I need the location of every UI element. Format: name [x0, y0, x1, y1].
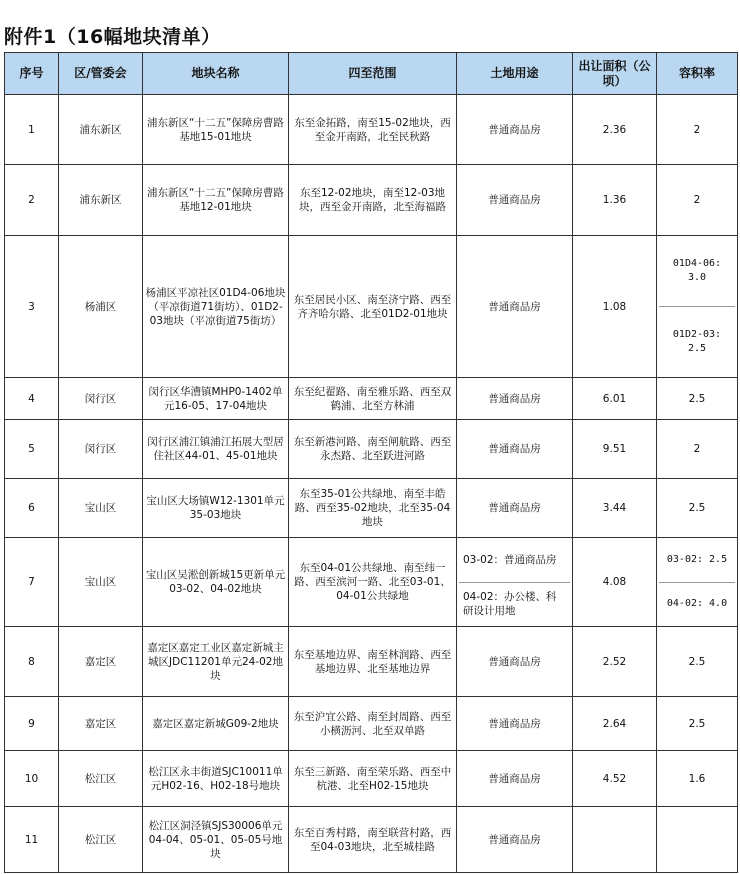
cell-area: 2.36 [573, 95, 657, 165]
table-row [5, 479, 738, 538]
cell-range: 东至三新路、南至荣乐路、西至中杭港、北至H02-15地块 [289, 751, 457, 807]
table-row [5, 627, 738, 697]
cell-range: 东至12-02地块，南至12-03地块，西至金开南路，北至海福路 [289, 165, 457, 236]
cell-name: 杨浦区平凉社区01D4-06地块（平凉街道71街坊）、01D2-03地块（平凉街道75街坊） [143, 236, 289, 378]
cell-use: 普通商品房 [457, 751, 573, 807]
cell-district: 松江区 [59, 751, 143, 807]
cell-area: 1.08 [573, 236, 657, 378]
cell-district: 闵行区 [59, 420, 143, 479]
cell-use: 普通商品房 [457, 95, 573, 165]
far-part-a: 01D4-06: 3.0 [672, 258, 722, 283]
cell-use: 普通商品房 [457, 420, 573, 479]
cell-area: 6.01 [573, 378, 657, 420]
cell-no: 7 [5, 538, 59, 627]
cell-district: 嘉定区 [59, 697, 143, 751]
table-row [5, 165, 738, 236]
cell-use: 普通商品房 [457, 697, 573, 751]
cell-far: 2.5 [657, 697, 738, 751]
cell-no: 2 [5, 165, 59, 236]
table-row [5, 751, 738, 807]
far-part-b: 01D2-03: 2.5 [659, 306, 735, 377]
cell-area: 9.51 [573, 420, 657, 479]
cell-area: 4.52 [573, 751, 657, 807]
header-use: 土地用途 [457, 53, 573, 95]
cell-no: 6 [5, 479, 59, 538]
use-part-b: 04-02：办公楼、科研设计用地 [459, 582, 570, 627]
cell-range: 东至35-01公共绿地、南至丰皓路、西至35-02地块，北至35-04地块 [289, 479, 457, 538]
cell-area: 2.52 [573, 627, 657, 697]
cell-far: 1.6 [657, 751, 738, 807]
page-title: 附件1（16幅地块清单） [4, 26, 221, 48]
cell-name: 浦东新区“十二五”保障房曹路基地12-01地块 [143, 165, 289, 236]
land-parcel-table [4, 52, 738, 873]
cell-district: 松江区 [59, 807, 143, 873]
cell-name: 闵行区华漕镇MHP0-1402单元16-05、17-04地块 [143, 378, 289, 420]
header-district: 区/管委会 [59, 53, 143, 95]
cell-no: 3 [5, 236, 59, 378]
cell-name: 闵行区浦江镇浦江拓展大型居住社区44-01、45-01地块 [143, 420, 289, 479]
far-part-a: 03-02: 2.5 [666, 553, 728, 565]
cell-far [657, 538, 738, 627]
cell-name: 嘉定区嘉定工业区嘉定新城主城区JDC11201单元24-02地块 [143, 627, 289, 697]
cell-area [573, 807, 657, 873]
cell-no: 5 [5, 420, 59, 479]
cell-district: 闵行区 [59, 378, 143, 420]
cell-name: 嘉定区嘉定新城G09-2地块 [143, 697, 289, 751]
cell-range: 东至金拓路，南至15-02地块，西至金开南路，北至民秋路 [289, 95, 457, 165]
cell-no: 9 [5, 697, 59, 751]
cell-name: 宝山区吴淞创新城15更新单元03-02、04-02地块 [143, 538, 289, 627]
header-range: 四至范围 [289, 53, 457, 95]
cell-no: 11 [5, 807, 59, 873]
cell-range: 东至居民小区、南至济宁路、西至齐齐哈尔路、北至01D2-01地块 [289, 236, 457, 378]
cell-area: 3.44 [573, 479, 657, 538]
table-header-row [5, 53, 738, 95]
cell-use: 普通商品房 [457, 479, 573, 538]
cell-district: 嘉定区 [59, 627, 143, 697]
cell-district: 宝山区 [59, 479, 143, 538]
cell-range: 东至基地边界、南至林润路、西至基地边界、北至基地边界 [289, 627, 457, 697]
cell-far: 2.5 [657, 479, 738, 538]
table-row [5, 807, 738, 873]
table-row [5, 697, 738, 751]
cell-no: 10 [5, 751, 59, 807]
cell-use: 普通商品房 [457, 165, 573, 236]
cell-far: 2 [657, 165, 738, 236]
header-area: 出让面积（公顷） [573, 53, 657, 95]
cell-far: 2 [657, 420, 738, 479]
cell-name: 松江区洞泾镇SJS30006单元04-04、05-01、05-05号地块 [143, 807, 289, 873]
cell-use: 普通商品房 [457, 627, 573, 697]
table-row [5, 378, 738, 420]
use-part-a: 03-02：普通商品房 [463, 553, 557, 566]
table-row [5, 236, 738, 378]
table-row [5, 95, 738, 165]
cell-area: 2.64 [573, 697, 657, 751]
cell-name: 松江区永丰街道SJC10011单元H02-16、H02-18号地块 [143, 751, 289, 807]
cell-range: 东至纪翟路、南至雅乐路、西至双鹤浦、北至方林浦 [289, 378, 457, 420]
cell-far: 2.5 [657, 378, 738, 420]
cell-no: 8 [5, 627, 59, 697]
cell-name: 宝山区大场镇W12-1301单元35-03地块 [143, 479, 289, 538]
cell-use: 普通商品房 [457, 236, 573, 378]
table-row [5, 538, 738, 627]
cell-district: 浦东新区 [59, 95, 143, 165]
header-no: 序号 [5, 53, 59, 95]
table-row [5, 420, 738, 479]
cell-use: 普通商品房 [457, 807, 573, 873]
cell-area: 1.36 [573, 165, 657, 236]
cell-range: 东至沪宜公路、南至封周路、西至小横沥河、北至双单路 [289, 697, 457, 751]
cell-use [457, 538, 573, 627]
cell-no: 4 [5, 378, 59, 420]
cell-far [657, 807, 738, 873]
cell-far [657, 236, 738, 378]
cell-far: 2.5 [657, 627, 738, 697]
cell-range: 东至百秀村路，南至联营村路，西至04-03地块，北至城桂路 [289, 807, 457, 873]
cell-use: 普通商品房 [457, 378, 573, 420]
cell-district: 宝山区 [59, 538, 143, 627]
far-part-b: 04-02: 4.0 [659, 582, 735, 627]
cell-area: 4.08 [573, 538, 657, 627]
cell-district: 浦东新区 [59, 165, 143, 236]
cell-range: 东至04-01公共绿地、南至纬一路、西至滨河一路、北至03-01、04-01公共绿地 [289, 538, 457, 627]
header-name: 地块名称 [143, 53, 289, 95]
cell-far: 2 [657, 95, 738, 165]
header-far: 容积率 [657, 53, 738, 95]
cell-range: 东至新港河路、南至闸航路、西至永杰路、北至跃进河路 [289, 420, 457, 479]
cell-no: 1 [5, 95, 59, 165]
cell-district: 杨浦区 [59, 236, 143, 378]
cell-name: 浦东新区“十二五”保障房曹路基地15-01地块 [143, 95, 289, 165]
